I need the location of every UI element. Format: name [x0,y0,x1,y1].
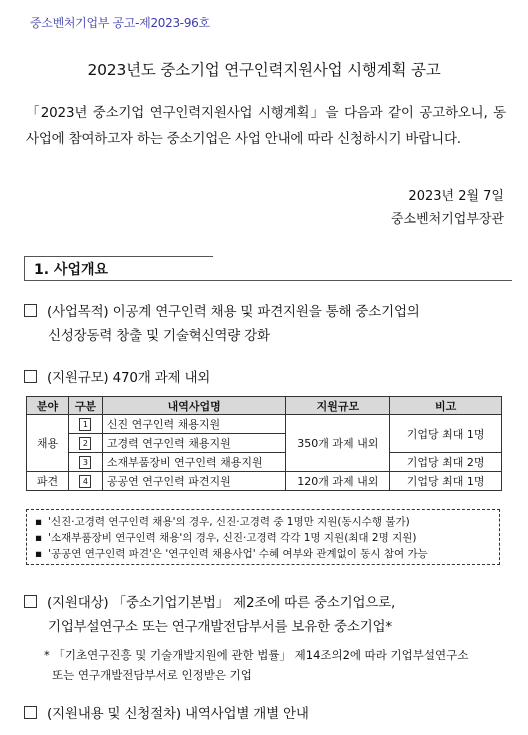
header-field: 분야 [27,397,69,415]
issuer-name: 중소벤처기업부장관 [390,212,504,227]
field-dispatch: 파견 [27,472,69,491]
note-4: 기업당 최대 1명 [390,472,502,491]
notes-box [26,509,500,565]
header-scale: 지원규모 [286,397,390,415]
note-1-2: 기업당 최대 1명 [390,415,502,453]
footnote [44,645,510,685]
header-type: 구분 [68,397,102,415]
content-item [24,702,512,726]
table-row [27,415,502,434]
program-table [26,396,502,491]
checkbox-square-icon [24,304,37,317]
scale-hire: 350개 과제 내외 [286,415,390,472]
item-number: 1 [79,418,91,431]
target-line-2: 기업부설연구소 또는 연구개발전담부서를 보유한 중소기업* [48,619,392,635]
purpose-line-1: (사업목적) 이공계 연구인력 채용 및 파견지원을 통해 중소기업의 [47,304,420,320]
program-name: 신진 연구인력 채용지원 [102,415,286,434]
note-item: ▪ '공공연 연구인력 파견'은 '연구인력 채용사업' 수혜 여부와 관계없이 동시 참여 가능 [35,546,491,562]
table-header-row [27,397,502,415]
checkbox-square-icon [24,595,37,608]
section-title: 1. 사업개요 [34,262,109,278]
checkbox-square-icon [24,370,37,383]
intro-paragraph: 「2023년 중소기업 연구인력지원사업 시행계획」을 다음과 같이 공고하오니, 동 사업에 참여하고자 하는 중소기업은 사업 안내에 따라 신청하시기 바랍니다. [26,105,506,147]
purpose-line-2: 신성장동력 창출 및 기술혁신역량 강화 [48,328,270,344]
notice-number: 중소벤처기업부 공고-제2023-96호 [30,16,210,30]
program-name: 공공연 연구인력 파견지원 [102,472,286,491]
note-item: ▪ '소재부품장비 연구인력 채용'의 경우, 신진·고경력 각각 1명 지원(최대 2명 지원) [35,530,491,546]
program-name: 소재부품장비 연구인력 채용지원 [102,453,286,472]
item-number: 2 [79,437,91,450]
item-number: 4 [79,475,91,488]
footnote-line-1: * 「기초연구진흥 및 기술개발지원에 관한 법률」 제14조의2에 따라 기업부설연구소 [44,648,469,662]
content-line: (지원내용 및 신청절차) 내역사업별 개별 안내 [47,706,309,722]
scale-line: (지원규모) 470개 과제 내외 [47,370,211,386]
document-title: 2023년도 중소기업 연구인력지원사업 시행계획 공고 [87,61,441,79]
target-line-1: (지원대상) 「중소기업기본법」 제2조에 따른 중소기업으로, [47,595,396,611]
purpose-item [24,300,512,348]
note-item: ▪ '신진·고경력 연구인력 채용'의 경우, 신진·고경력 중 1명만 지원(동시수행 불가) [35,514,491,530]
field-hire: 채용 [27,415,69,472]
announcement-date: 2023년 2월 7일 [408,189,504,204]
table-row [27,453,502,472]
item-number: 3 [79,456,91,469]
checkbox-square-icon [24,706,37,719]
header-note: 비고 [390,397,502,415]
note-3: 기업당 최대 2명 [390,453,502,472]
scale-dispatch: 120개 과제 내외 [286,472,390,491]
scale-item [24,366,512,390]
target-item [24,591,512,639]
table-row [27,472,502,491]
program-name: 고경력 연구인력 채용지원 [102,434,286,453]
header-program: 내역사업명 [102,397,286,415]
footnote-line-2: 또는 연구개발전담부서로 인정받은 기업 [52,668,252,682]
section-divider [24,280,512,281]
